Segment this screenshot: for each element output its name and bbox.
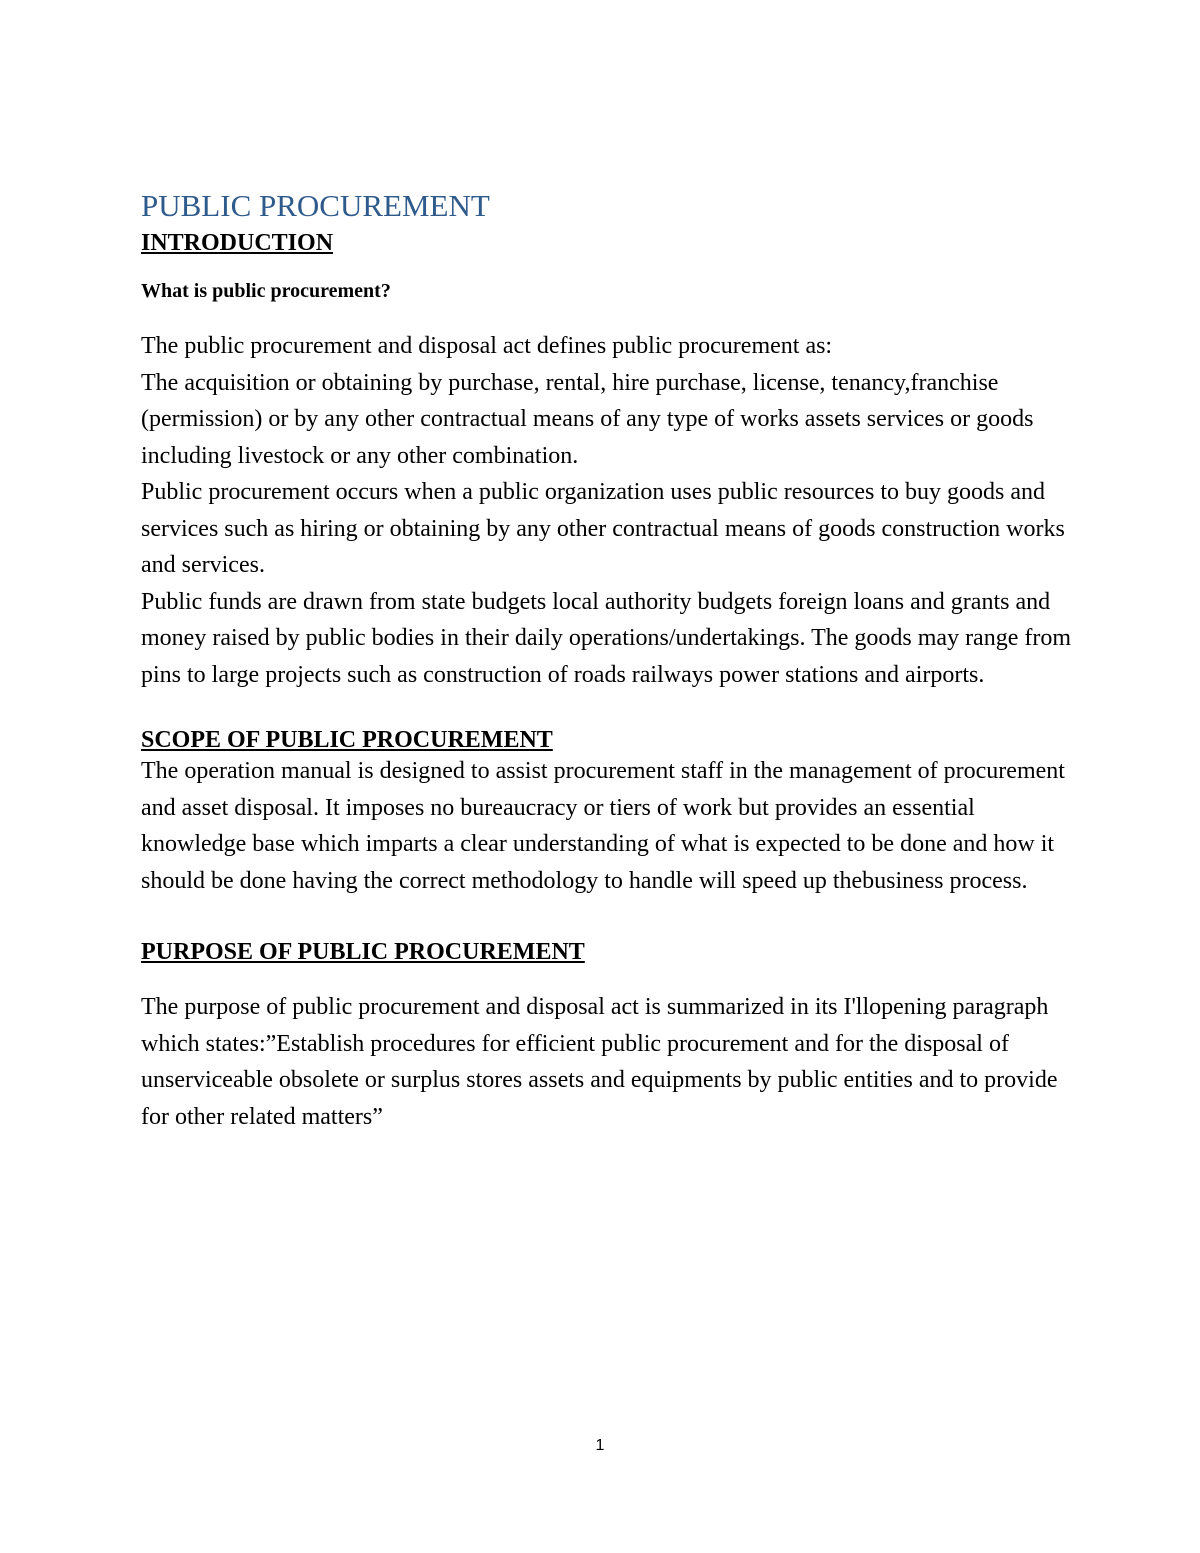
introduction-heading: INTRODUCTION (141, 230, 334, 256)
introduction-body (141, 328, 1071, 693)
scope-heading: SCOPE OF PUBLIC PROCUREMENT (141, 727, 553, 753)
page-content (141, 186, 1071, 1135)
scope-paragraph: The operation manual is designed to assist procurement staff in the management of procurement and asset disposal. It imposes no bureaucracy or tiers of work but provides an essential knowledge base which imparts a clear understanding of what is expected to be done and how it should be done having the correct methodology to handle will speed up thebusiness process. (141, 758, 1065, 894)
introduction-paragraph: The public procurement and disposal act defines public procurement as: (141, 333, 833, 359)
page-number: 1 (595, 1437, 605, 1454)
purpose-heading: PURPOSE OF PUBLIC PROCUREMENT (141, 939, 585, 965)
purpose-paragraph: The purpose of public procurement and disposal act is summarized in its I'llopening paragraph which states:”Establish procedures for efficient public procurement and for the disposal of unserviceable obsolete or surplus stores assets and equipments by public entities and to provide for other related matters” (141, 994, 1058, 1130)
introduction-paragraph: Public procurement occurs when a public organization uses public resources to buy goods and services such as hiring or obtaining by any other contractual means of goods construction works and services. (141, 479, 1065, 578)
introduction-question: What is public procurement? (141, 280, 391, 302)
document-title: PUBLIC PROCUREMENT (141, 188, 490, 223)
introduction-paragraph: Public funds are drawn from state budgets local authority budgets foreign loans and grants and money raised by public bodies in their daily operations/undertakings. The goods may range from pins to large projects such as construction of roads railways power stations and airports. (141, 588, 1072, 688)
introduction-paragraph: The acquisition or obtaining by purchase, rental, hire purchase, license, tenancy,franchise (permission) or by any other contractual means of any type of works assets services or goods including livestock or any other combination. (141, 369, 1034, 469)
